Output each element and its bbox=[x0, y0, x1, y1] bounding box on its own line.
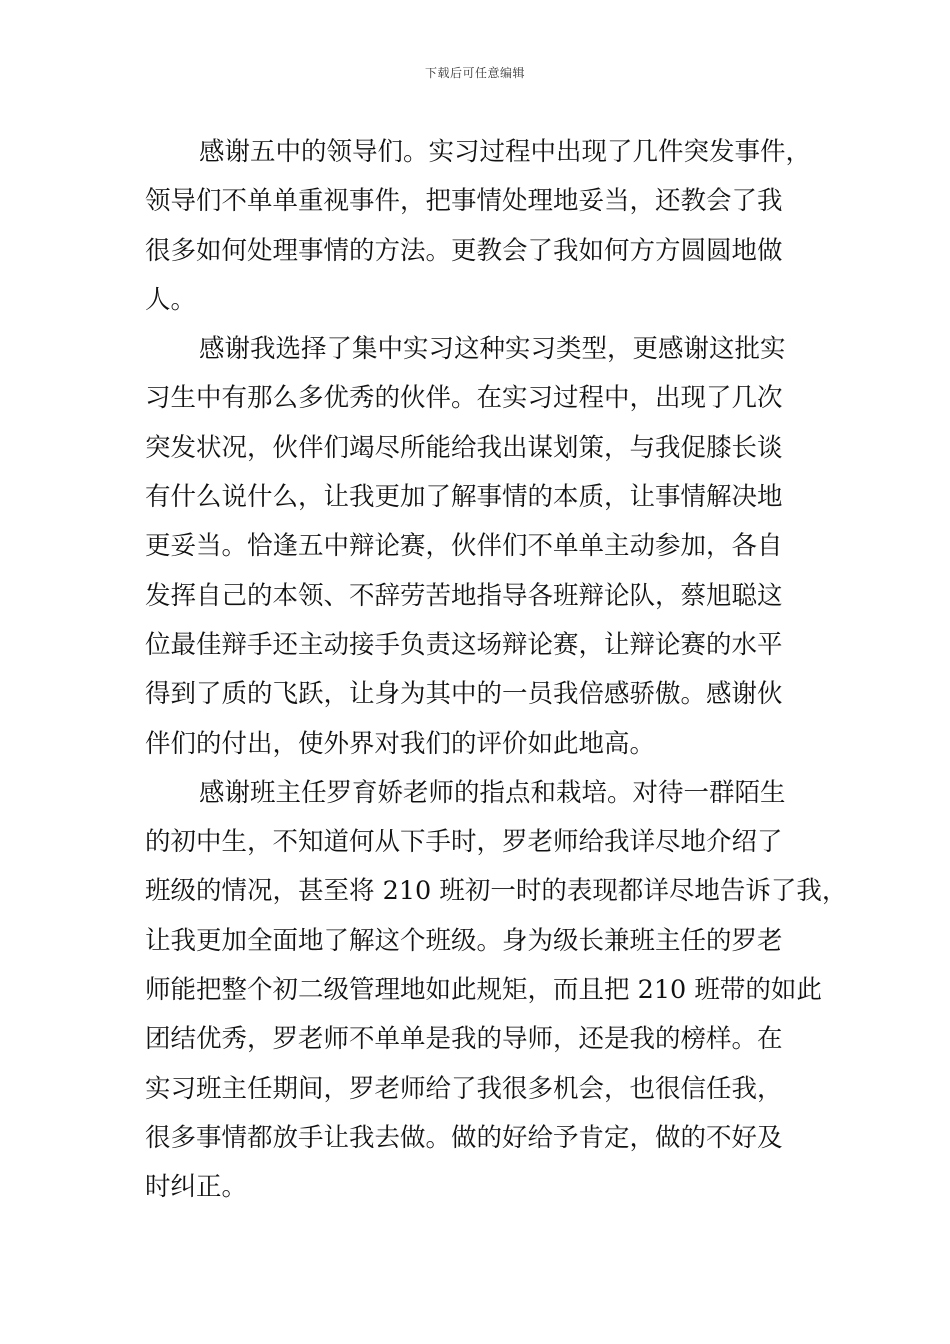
paragraph bbox=[145, 128, 820, 325]
paragraph bbox=[145, 769, 848, 1213]
document-body bbox=[145, 128, 848, 1213]
text-line: 位最佳辩手还主动接手负责这场辩论赛，让辩论赛的水平 bbox=[145, 629, 783, 660]
text-line: 伴们的付出，使外界对我们的评价如此地高。 bbox=[145, 728, 656, 759]
text-line: 团结优秀，罗老师不单单是我的导师，还是我的榜样。在 bbox=[145, 1024, 783, 1055]
text-line: 感谢班主任罗育娇老师的指点和栽培。对待一群陌生 bbox=[199, 777, 786, 808]
text-line: 实习班主任期间，罗老师给了我很多机会，也很信任我， bbox=[145, 1073, 783, 1104]
text-line: 得到了质的飞跃，让身为其中的一员我倍感骄傲。感谢伙 bbox=[145, 679, 783, 710]
text-line: 很多事情都放手让我去做。做的好给予肯定，做的不好及 bbox=[145, 1122, 783, 1153]
text-line: 领导们不单单重视事件，把事情处理地妥当，还教会了我 bbox=[145, 186, 783, 217]
text-line: 时纠正。 bbox=[145, 1172, 248, 1203]
text-line: 班级的情况，甚至将 210 班初一时的表现都详尽地告诉了我， bbox=[145, 876, 848, 907]
text-line: 人。 bbox=[145, 284, 197, 315]
text-line: 发挥自己的本领、不辞劳苦地指导各班辩论队，蔡旭聪这 bbox=[145, 580, 783, 611]
text-line: 习生中有那么多优秀的伙伴。在实习过程中，出现了几次 bbox=[145, 383, 783, 414]
text-line: 师能把整个初二级管理地如此规矩，而且把 210 班带的如此 bbox=[145, 975, 822, 1006]
text-line: 很多如何处理事情的方法。更教会了我如何方方圆圆地做 bbox=[145, 235, 783, 266]
text-line: 更妥当。恰逢五中辩论赛，伙伴们不单单主动参加，各自 bbox=[145, 531, 783, 562]
page-header: 下载后可任意编辑 bbox=[424, 66, 525, 80]
text-line: 的初中生，不知道何从下手时，罗老师给我详尽地介绍了 bbox=[145, 827, 783, 858]
text-line: 感谢我选择了集中实习这种实习类型，更感谢这批实 bbox=[199, 334, 786, 365]
text-line: 感谢五中的领导们。实习过程中出现了几件突发事件， bbox=[199, 137, 812, 167]
text-line: 突发状况，伙伴们竭尽所能给我出谋划策，与我促膝长谈 bbox=[145, 432, 783, 463]
text-line: 有什么说什么，让我更加了解事情的本质，让事情解决地 bbox=[145, 482, 783, 513]
text-line: 让我更加全面地了解这个班级。身为级长兼班主任的罗老 bbox=[145, 925, 783, 956]
paragraph bbox=[145, 325, 820, 769]
